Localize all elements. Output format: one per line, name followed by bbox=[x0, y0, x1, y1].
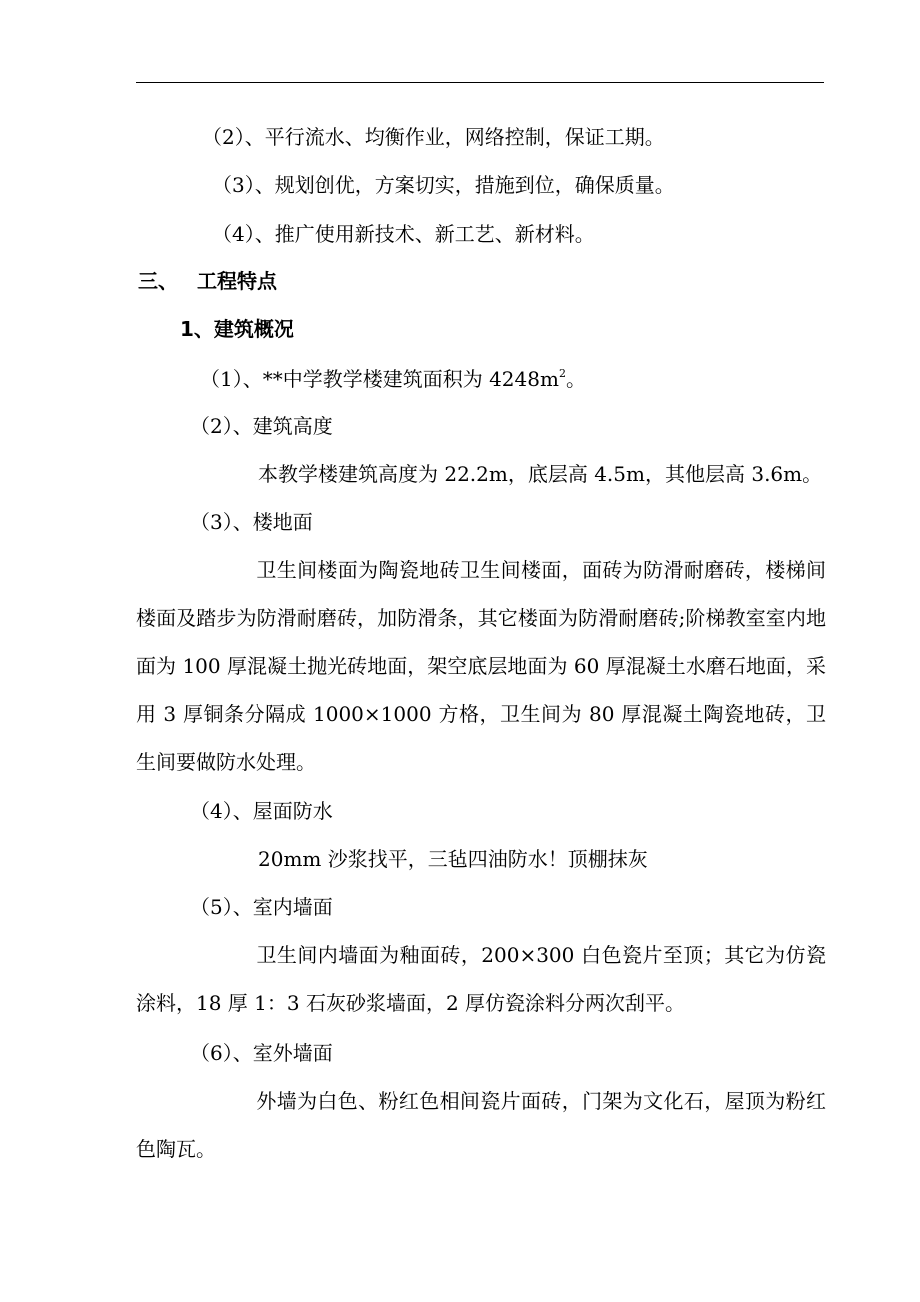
section-3-number: 三、 bbox=[138, 269, 178, 293]
item-5-title: （5）、室内墙面 bbox=[190, 895, 333, 919]
item-5-body bbox=[136, 931, 826, 1027]
item-6-body-text: 外墙为白色、粉红色相间瓷片面砖，门架为文化石，屋顶为粉红色陶瓦。 bbox=[136, 1089, 826, 1161]
goal-2-line: （2）、平行流水、均衡作业，网络控制，保证工期。 bbox=[202, 125, 665, 149]
item-4-title: （4）、屋面防水 bbox=[190, 799, 333, 823]
goal-4-line: （4）、推广使用新技术、新工艺、新材料。 bbox=[212, 222, 595, 246]
item-6-body bbox=[136, 1077, 826, 1173]
item-1-text: （1）、**中学教学楼建筑面积为 4248m bbox=[200, 367, 559, 391]
item-2-body: 本教学楼建筑高度为 22.2m，底层高 4.5m，其他层高 3.6m。 bbox=[258, 462, 823, 486]
item-3-body-text: 卫生间楼面为陶瓷地砖卫生间楼面，面砖为防滑耐磨砖，楼梯间楼面及踏步为防滑耐磨砖，加防滑条，其它楼面为防滑耐磨砖;阶梯教室室内地面为 100 厚混凝土抛光砖地面，架空底层地面为 60 厚混凝土水磨石地面，采用 3 厚铜条分隔成 1000×1000 方格，卫生间为 80 厚混凝土陶瓷地砖，卫生间要做防水处理。 bbox=[136, 558, 826, 774]
item-4-body: 20mm 沙浆找平，三毡四油防水！顶棚抹灰 bbox=[258, 847, 648, 871]
item-5-body-text: 卫生间内墙面为釉面砖，200×300 白色瓷片至顶；其它为仿瓷涂料，18 厚 1：3 石灰砂浆墙面，2 厚仿瓷涂料分两次刮平。 bbox=[136, 943, 826, 1015]
item-6-title: （6）、室外墙面 bbox=[190, 1041, 333, 1065]
item-3-body bbox=[136, 546, 826, 786]
goal-3-line: （3）、规划创优，方案切实，措施到位，确保质量。 bbox=[212, 173, 675, 197]
header-rule bbox=[136, 82, 824, 83]
item-3-title: （3）、楼地面 bbox=[190, 510, 313, 534]
item-1-line bbox=[200, 366, 586, 392]
subsection-1-title: 1、建筑概况 bbox=[180, 317, 294, 341]
item-1-superscript: 2 bbox=[558, 367, 566, 380]
item-1-period: 。 bbox=[565, 367, 586, 391]
item-2-title: （2）、建筑高度 bbox=[190, 414, 333, 438]
section-3-title: 工程特点 bbox=[197, 269, 277, 293]
